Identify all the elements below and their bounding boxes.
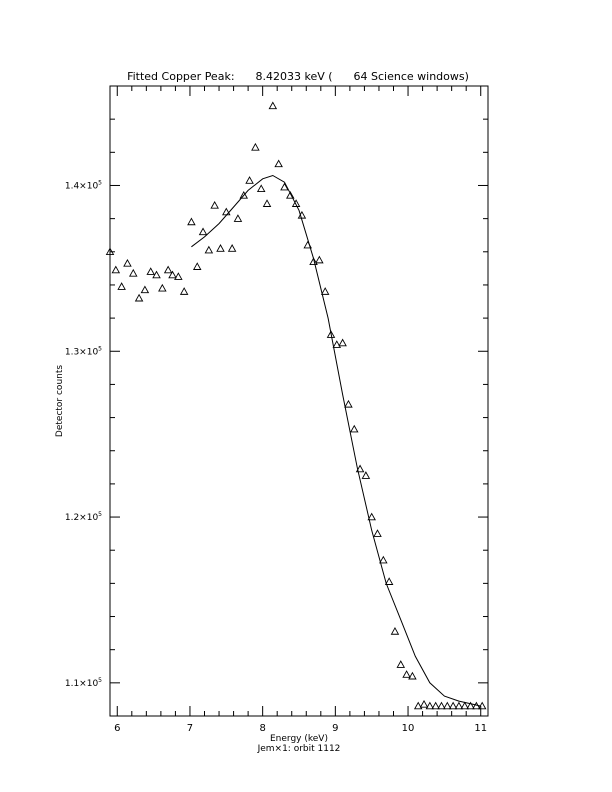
x-tick-label: 8 [259,723,266,734]
data-points [107,102,486,708]
data-point [181,288,188,294]
fit-curve [191,176,480,707]
data-point [175,273,182,279]
data-point [374,530,381,536]
axis-ticks [110,86,488,716]
y-tick-label: $1.3\times 10^5$ [64,345,102,358]
y-axis-label: Detector counts [55,364,65,438]
data-point [141,286,148,292]
data-point [217,245,224,251]
data-point [188,218,195,224]
x-tick-label: 11 [474,723,488,734]
data-point [351,426,358,432]
chart-title: Fitted Copper Peak: 8.42033 keV ( 64 Science windows) [127,70,469,83]
y-tick-label: $1.4\times 10^5$ [64,179,102,192]
data-point [258,185,265,191]
x-tick-label: 6 [114,723,121,734]
data-point [112,267,119,273]
data-point [223,209,230,215]
data-point [322,288,329,294]
data-point [333,341,340,347]
data-point [147,268,154,274]
y-tick-label: $1.1\times 10^5$ [64,676,102,689]
data-point [205,247,212,253]
data-point [234,215,241,221]
data-point [159,285,166,291]
data-point [275,160,282,166]
data-point [136,295,143,301]
data-point [124,260,131,266]
y-tick-labels [65,179,102,688]
x-tick-labels [114,723,487,734]
y-tick-label: $1.2\times 10^5$ [64,511,102,524]
data-point [397,661,404,667]
x-tick-label: 9 [332,723,339,734]
data-point [403,671,410,677]
data-point [415,703,422,709]
x-tick-label: 10 [401,723,415,734]
data-point [194,263,201,269]
data-point [211,202,218,208]
data-point [362,472,369,478]
data-point [165,267,172,273]
subtitle: Jem×1: orbit 1112 [257,744,341,754]
data-point [200,228,207,234]
data-point [316,257,323,263]
data-point [339,339,346,345]
data-point [130,270,137,276]
data-point [345,401,352,407]
data-point [409,673,416,679]
data-point [391,628,398,634]
data-point [269,102,276,108]
plot-frame [110,86,488,716]
data-point [421,701,428,707]
data-point [229,245,236,251]
x-tick-label: 7 [186,723,194,734]
data-point [118,283,125,289]
data-point [246,177,253,183]
x-axis-label: Energy (keV) [270,734,328,744]
data-point [264,200,271,206]
data-point [252,144,259,150]
